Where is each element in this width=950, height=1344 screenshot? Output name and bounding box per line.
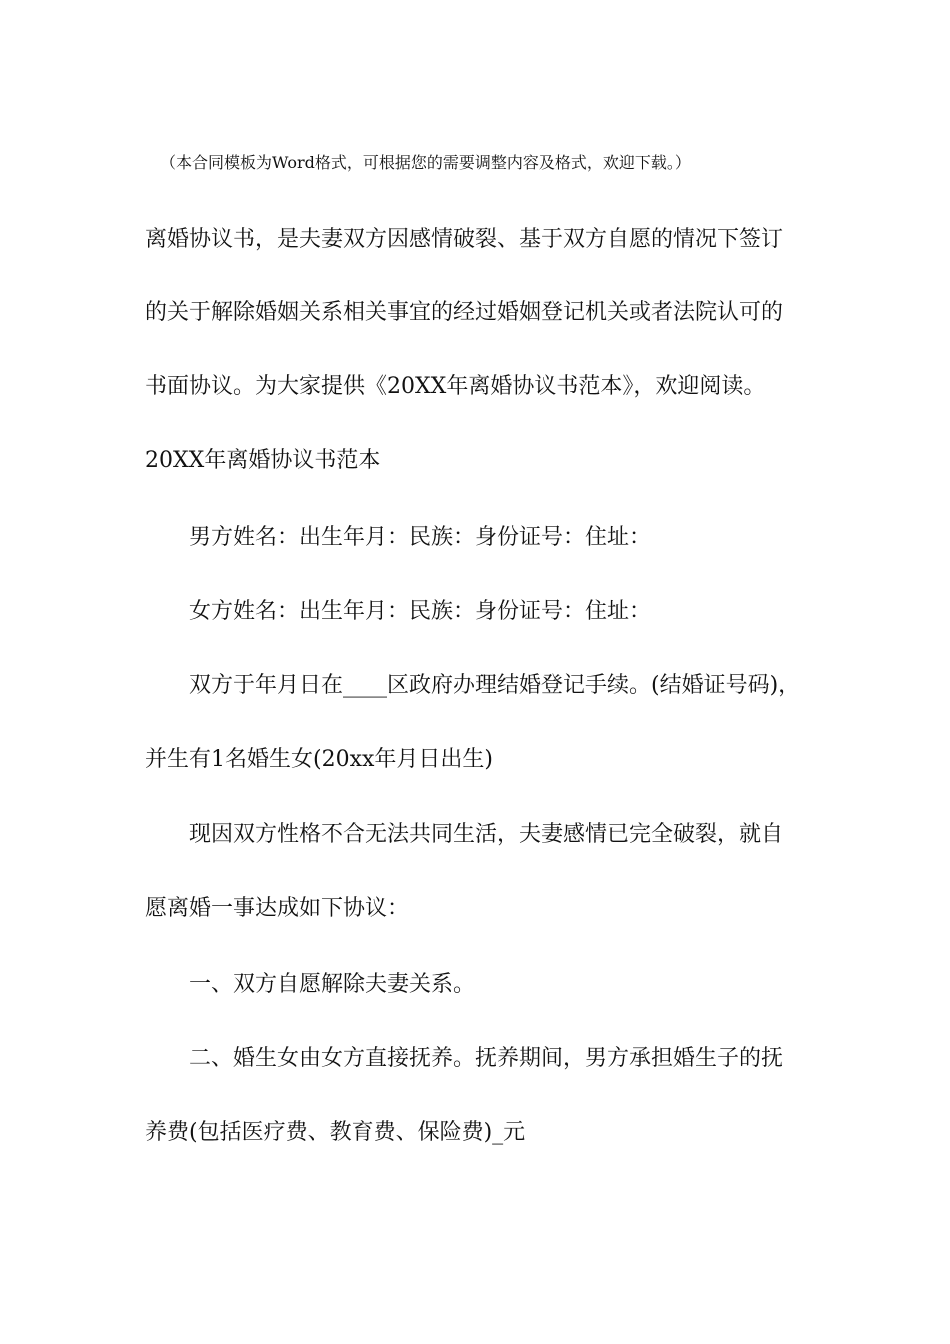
intro-line-3: 书面协议。为大家提供《20XX年离婚协议书范本》，欢迎阅读。 — [145, 374, 766, 399]
agreement-item-1: 一、双方自愿解除夫妻关系。 — [189, 972, 476, 997]
agreement-item-2-line-2: 养费(包括医疗费、教育费、保险费)_元 — [145, 1120, 526, 1145]
agreement-item-2-line-1: 二、婚生女由女方直接抚养。抚养期间，男方承担婚生子的抚 — [189, 1046, 784, 1071]
female-info-line: 女方姓名：出生年月：民族：身份证号：住址： — [189, 599, 652, 624]
template-note: （本合同模板为Word格式，可根据您的需要调整内容及格式，欢迎下载。） — [160, 153, 691, 172]
intro-line-1: 离婚协议书，是夫妻双方因感情破裂、基于双方自愿的情况下签订 — [145, 227, 784, 252]
reason-line-2: 愿离婚一事达成如下协议： — [145, 896, 410, 921]
male-info-line: 男方姓名：出生年月：民族：身份证号：住址： — [189, 525, 652, 550]
document-title: 20XX年离婚协议书范本 — [145, 448, 381, 473]
child-line: 并生有1名婚生女(20xx年月日出生) — [145, 747, 493, 772]
marriage-registration-line: 双方于年月日在____区政府办理结婚登记手续。(结婚证号码)， — [189, 673, 801, 698]
intro-line-2: 的关于解除婚姻关系相关事宜的经过婚姻登记机关或者法院认可的 — [145, 300, 784, 325]
reason-line-1: 现因双方性格不合无法共同生活，夫妻感情已完全破裂，就自 — [189, 822, 784, 847]
